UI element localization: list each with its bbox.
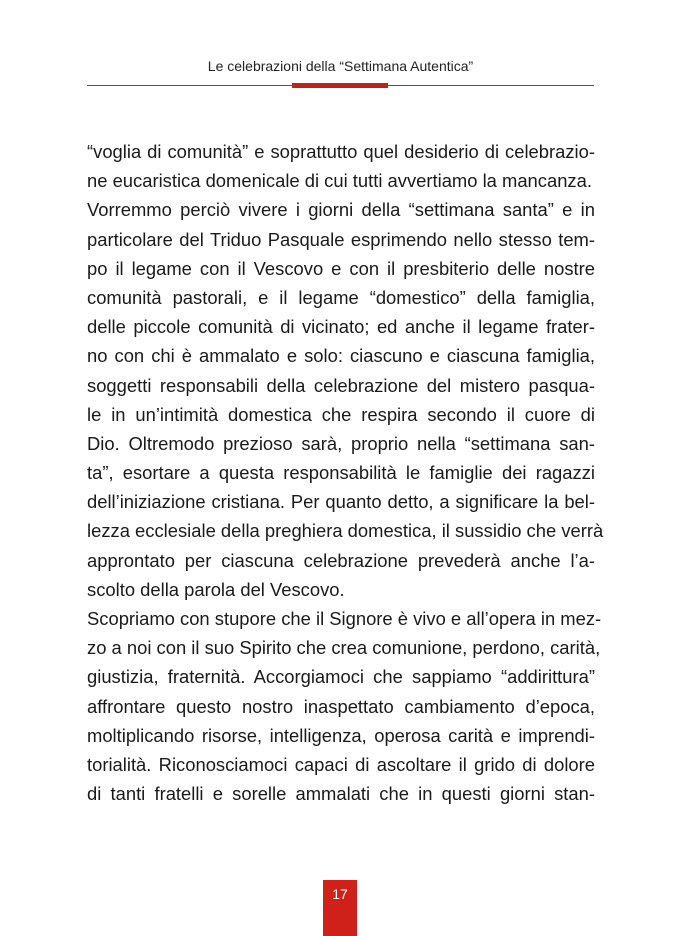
text-line: zo a noi con il suo Spirito che crea comunione, perdono, carità, — [87, 637, 601, 659]
body-text — [87, 137, 604, 808]
text-line: scolto della parola del Vescovo. — [87, 578, 345, 600]
text-line: lezza ecclesiale della preghiera domestica, il sussidio che verrà — [87, 520, 604, 542]
header-accent-bar — [292, 83, 388, 88]
page-number-box — [323, 880, 357, 936]
text-line: Scopriamo con stupore che il Signore è vivo e all’opera in mez- — [87, 608, 602, 629]
text-line: po il legame con il Vescovo e con il presbiterio delle nostre — [87, 257, 595, 279]
text-line: comunità pastorali, e il legame “domestico” della famiglia, — [87, 286, 595, 308]
text-line: approntato per ciascuna celebrazione prevederà anche l’a- — [87, 549, 595, 571]
text-line: particolare del Triduo Pasquale esprimendo nello stesso tem- — [87, 228, 595, 250]
text-line: Dio. Oltremodo prezioso sarà, proprio nella “settimana san- — [87, 432, 595, 454]
text-line: soggetti responsabili della celebrazione del mistero pasqua- — [87, 374, 595, 396]
text-line: ta”, esortare a questa responsabilità le famiglie dei ragazzi — [87, 462, 595, 484]
text-line: delle piccole comunità di vicinato; ed anche il legame frater- — [87, 316, 595, 338]
text-line: dell’iniziazione cristiana. Per quanto detto, a significare la bel- — [87, 491, 595, 513]
text-line: giustizia, fraternità. Accorgiamoci che sappiamo “addirittura” — [87, 666, 595, 688]
page-number: 17 — [332, 886, 348, 902]
text-line: ne eucaristica domenicale di cui tutti avvertiamo la mancanza. — [87, 170, 592, 192]
text-line: di tanti fratelli e sorelle ammalati che in questi giorni stan- — [87, 783, 595, 805]
text-line: “voglia di comunità” e soprattutto quel desiderio di celebrazio- — [87, 141, 595, 162]
running-header: Le celebrazioni della “Settimana Autentica” — [207, 58, 474, 74]
text-line: moltiplicando risorse, intelligenza, operosa carità e imprendi- — [87, 724, 595, 746]
text-line: no con chi è ammalato e solo: ciascuno e ciascuna famiglia, — [87, 345, 595, 367]
text-line: Vorremmo perciò vivere i giorni della “settimana santa” e in — [87, 199, 595, 221]
text-line: le in un’intimità domestica che respira secondo il cuore di — [87, 403, 595, 425]
text-line: torialità. Riconosciamoci capaci di ascoltare il grido di dolore — [87, 753, 595, 775]
text-line: affrontare questo nostro inaspettato cambiamento d’epoca, — [87, 695, 595, 717]
